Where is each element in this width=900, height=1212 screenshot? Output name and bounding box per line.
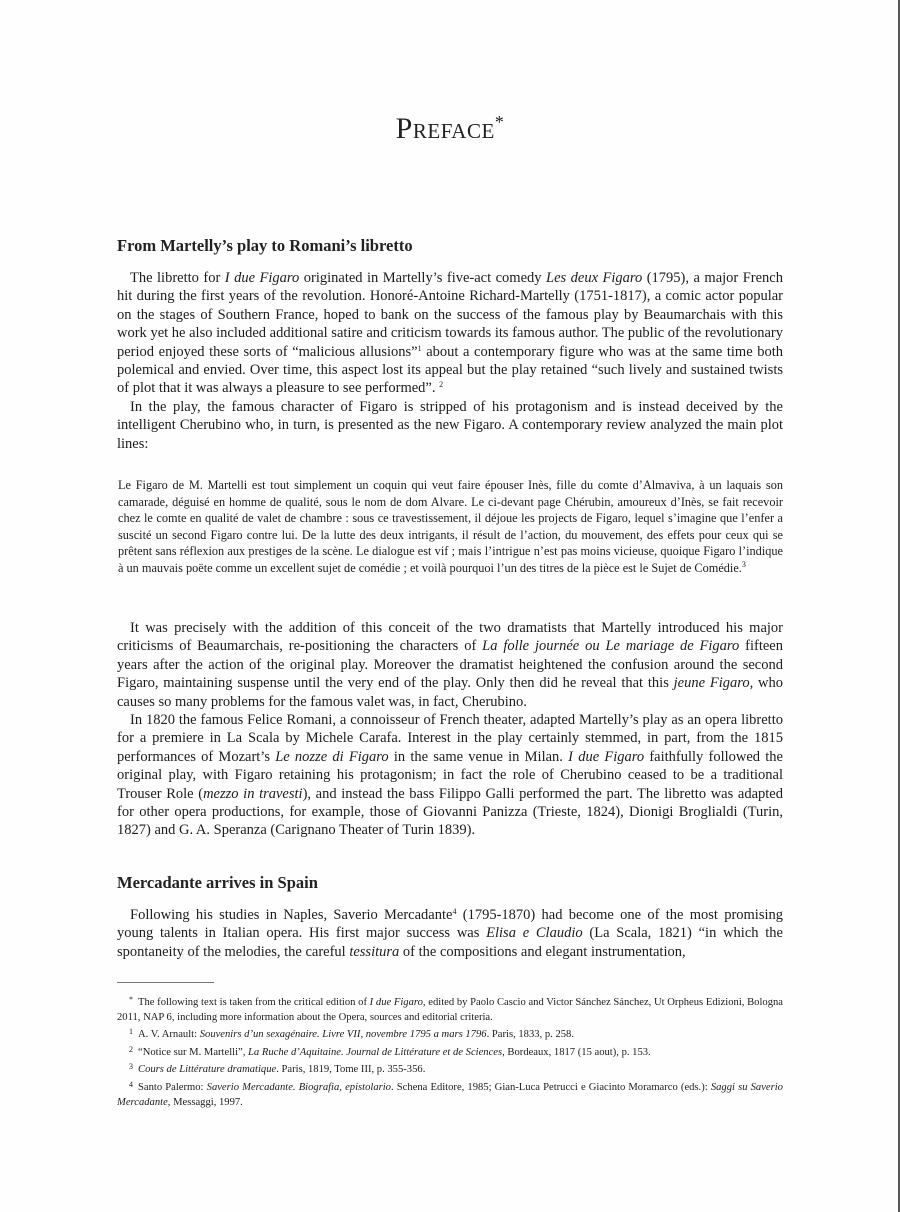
italic-text: jeune Figaro [673, 675, 750, 692]
italic-text: Cours de Littérature dramatique [138, 1064, 277, 1076]
text-run: . Schena Editore, 1985; Gian-Luca Petrucci e Giacinto Moramarco (eds.): [390, 1081, 711, 1093]
text-run: The libretto for [130, 270, 225, 286]
footnote [117, 1025, 783, 1043]
title-footnote-mark: * [494, 112, 505, 132]
footnote-mark: 3 [129, 1062, 133, 1072]
section-1-body-cont [117, 619, 783, 840]
section-1 [117, 236, 783, 256]
text-run: , edited by Paolo Cascio and Victor Sánchez Sánchez, Ut Orpheus Edizioni, Bologna 2011, NAP 6, including more information about the Opera, sources and editorial criteria. [117, 997, 784, 1023]
paragraph-4 [117, 711, 783, 840]
text-run: ), and instead the bass Filippo Galli performed the part. The libretto was adapted for other opera productions, for example, those of Giovanni Panizza (Trieste, 1824), Dionigi Broglialdi (Turin, 1827) and G. A. Speranza (Carignano Theater of Turin 1839). [117, 785, 783, 839]
footnote-ref: 3 [741, 559, 746, 569]
section-1-body [117, 269, 783, 453]
text-run: “Notice sur M. Martelli”, [138, 1046, 249, 1058]
italic-text: Le nozze di Figaro [275, 748, 389, 765]
footnote [117, 1043, 783, 1061]
footnote [117, 1078, 783, 1110]
italic-text: tessitura [349, 943, 400, 960]
text-run: (1795), a major French hit during the first years of the revolution. Honoré-Antoine Richard-Martelly (1751-1817), a comic actor popular on the stages of Southern France, hoped to bank on the success of the famous play by Beaumarchais with this work yet he also included additional satire and criticism towards its famous author. The public of the revolutionary period enjoyed these sorts of “malicious allusions” [117, 270, 783, 360]
text-run: The following text is taken from the critical edition of [138, 997, 370, 1008]
italic-text: Souvenirs d’un sexagénaire. Livre VII, novembre 1795 a mars 1796 [199, 1029, 487, 1041]
footnote-mark: 4 [129, 1079, 133, 1089]
footnote-mark: 1 [129, 1027, 133, 1037]
italic-text: mezzo in travesti [203, 785, 303, 802]
footnote-mark: 2 [129, 1044, 133, 1054]
footnote-ref: 4 [452, 907, 457, 916]
section-heading-2: Mercadante arrives in Spain [117, 873, 318, 892]
italic-text: Elisa e Claudio [486, 925, 583, 942]
french-review-quote [117, 477, 783, 577]
text-run: Following his studies in Naples, Saverio Mercadante [130, 907, 453, 923]
text-run: (La Scala, 1821) “in which the spontaneity of the melodies, the careful [117, 925, 783, 960]
footnote [117, 993, 783, 1025]
italic-text: I due Figaro [568, 748, 645, 765]
text-run: . Paris, 1833, p. 258. [486, 1029, 574, 1041]
text-run: Le Figaro de M. Martelli est tout simplement un coquin qui veut faire épouser Inès, fille du comte d’Almaviva, à un laquais son camarade, déguisé en homme de qualité, sous le nom de dom Alvare. Le ci-devant page Chérubin, amoureux d’Inès, se fait recevoir chez le comte en qualité de valet de chambre : sous ce travestissement, il déjoue les projects de Figaro, lequel s’imagine que l’enfer a suscité un second Figaro contre lui. De la lutte des deux intrigants, il résult de l’action, du mouvement, des effets pour ceux qui se prêtent sans réflexion aux prestiges de la scène. Le dialogue est vif ; mais l’intrigue n’est pas moins vicieuse, quoique Figaro l’indique à un mauvais poëte comme un excellent sujet de comédie ; et voilà pourquoi l’un des titres de la pièce est le Sujet de Comédie. [118, 478, 783, 575]
italic-text: Les deux Figaro [546, 270, 643, 286]
italic-text: I due Figaro [369, 997, 423, 1008]
text-run: , Bordeaux, 1817 (15 aout), p. 153. [502, 1046, 651, 1058]
text-run: Santo Palermo: [138, 1081, 207, 1093]
footnote [117, 1060, 783, 1078]
italic-text: I due Figaro [224, 270, 300, 286]
footnote-ref: 1 [417, 343, 422, 353]
footnotes [117, 993, 783, 1110]
text-run: originated in Martelly’s five-act comedy [299, 270, 547, 286]
text-run: , who causes so many problems for the famous valet was, in fact, Cherubino. [117, 675, 783, 710]
text-run: In the play, the famous character of Figaro is stripped of his protagonism and is instead deceived by the intelligent Cherubino who, in turn, is presented as the new Figaro. A contemporary review analyzed the main plot lines: [117, 398, 783, 452]
text-run: . Paris, 1819, Tome III, p. 355-356. [276, 1064, 426, 1076]
text-run: of the compositions and elegant instrumentation, [399, 943, 686, 960]
section-heading-1: From Martelly’s play to Romani’s libretto [117, 236, 413, 255]
italic-text: La Ruche d’Aquitaine. Journal de Littérature et de Sciences [248, 1046, 503, 1058]
text-run: about a contemporary figure who was at the same time both polemical and envied. Over time, this aspect lost its appeal but the play retained “such lively and sustained twists of plot that it was always a pleasure to see performed”. [117, 343, 784, 397]
text-run: in the same venue in Milan. [388, 748, 569, 765]
title-text: Preface [395, 112, 495, 145]
quote-block [117, 477, 783, 577]
text-run: , Messaggi, 1997. [167, 1096, 243, 1108]
text-run: fifteen years after the action of the original play. Moreover the dramatist heightened the confusion around the second Figaro, maintaining suspense until the very end of the play. Only then did he reveal that this [117, 638, 783, 692]
text-run: (1795-1870) had become one of the most promising young talents in Italian opera. His first major success was [117, 907, 784, 942]
italic-text: La folle journée ou Le mariage de Figaro [482, 638, 740, 655]
italic-text: Saverio Mercadante. Biografia, epistolario [206, 1081, 391, 1093]
italic-text: Saggi su Saverio Mercadante [117, 1081, 783, 1108]
paragraph-2 [117, 398, 783, 453]
text-run: faithfully followed the original play, with Figaro retaining his protagonism; in fact the role of Cherubino ceased to be a traditional Trouser Role ( [117, 748, 783, 802]
section-2 [117, 873, 783, 893]
footnote-ref: 2 [439, 380, 444, 390]
paragraph-1 [117, 269, 783, 398]
footnote-rule [117, 982, 214, 983]
paragraph-5 [117, 906, 783, 961]
page-title [0, 112, 900, 146]
text-run: A. V. Arnault: [138, 1029, 200, 1041]
footnote-mark: * [129, 995, 133, 1004]
text-run: It was precisely with the addition of this conceit of the two dramatists that Martelly introduced his major criticisms of Beaumarchais, re-positioning the characters of [117, 620, 783, 655]
paragraph-3 [117, 619, 783, 711]
text-run: In 1820 the famous Felice Romani, a connoisseur of French theater, adapted Martelly’s play as an opera libretto for a premiere in La Scala by Michele Carafa. Interest in the play certainly stemmed, in part, from the 1815 performances of Mozart’s [117, 712, 783, 765]
section-2-body [117, 906, 783, 961]
